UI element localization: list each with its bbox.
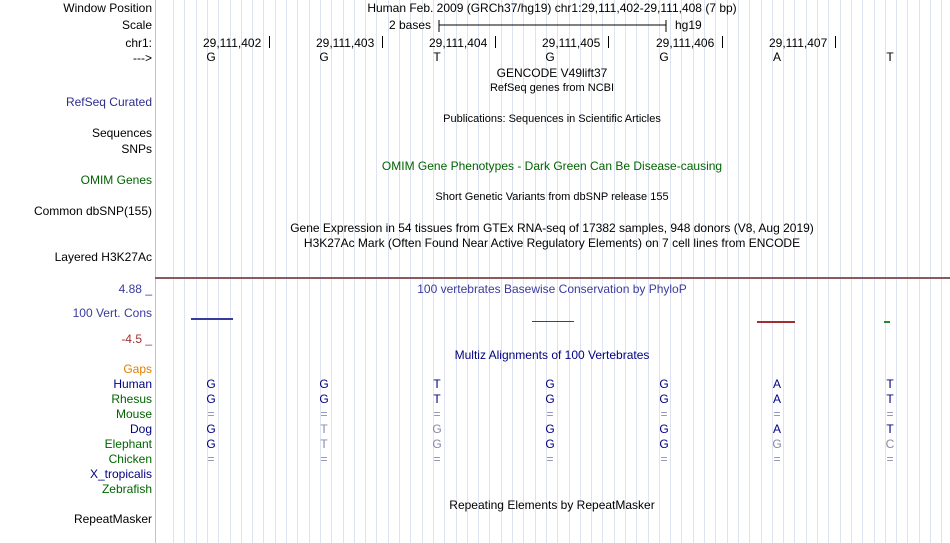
aligned-base: G (659, 437, 669, 451)
species-label-x-tropicalis[interactable]: X_tropicalis (89, 467, 152, 481)
layered-h3k27ac-label[interactable]: Layered H3K27Ac (54, 250, 152, 264)
scale-bar (438, 17, 670, 33)
ruler-tick (722, 36, 723, 48)
gridline (670, 0, 671, 543)
ruler-tick (269, 36, 270, 48)
gridline (648, 0, 649, 543)
aligned-base: = (886, 452, 894, 466)
gridline (444, 0, 445, 543)
reference-base: T (433, 50, 441, 64)
gridline (874, 0, 875, 543)
ruler-position-label: 29,111,402 (203, 36, 262, 50)
species-label-rhesus[interactable]: Rhesus (111, 392, 152, 406)
gridline (636, 0, 637, 543)
species-label-human[interactable]: Human (113, 377, 152, 391)
ruler-tick (382, 36, 383, 48)
cons-score-bar (191, 318, 233, 320)
scale-value: 2 bases (389, 18, 432, 32)
aligned-base: G (659, 377, 669, 391)
gridline (309, 0, 310, 543)
aligned-base: = (207, 407, 215, 421)
gridline (704, 0, 705, 543)
aligned-base: G (545, 392, 555, 406)
sequences-label[interactable]: Sequences (91, 126, 152, 140)
gridline (422, 0, 423, 543)
reference-base: T (886, 50, 894, 64)
gridline (196, 0, 197, 543)
species-label-elephant[interactable]: Elephant (104, 437, 152, 451)
gridline (275, 0, 276, 543)
strand-label[interactable]: ---> (133, 51, 152, 65)
aligned-base: = (433, 452, 441, 466)
repeatmasker-label[interactable]: RepeatMasker (73, 512, 152, 526)
reference-base: G (319, 50, 329, 64)
ruler-tick (495, 36, 496, 48)
cons-score-bar (532, 321, 574, 322)
h3k27ac-track-title[interactable]: H3K27Ac Mark (Often Found Near Active Regulatory Elements) on 7 cell lines from ENCODE (303, 236, 801, 250)
cons-score-bar (757, 321, 795, 323)
vert-cons-label[interactable]: 100 Vert. Cons (72, 306, 152, 320)
snps-label[interactable]: SNPs (121, 142, 152, 156)
aligned-base: G (545, 437, 555, 451)
gridline (286, 0, 287, 543)
reference-base: A (772, 50, 782, 64)
ruler-tick (835, 36, 836, 48)
ruler-tick (608, 36, 609, 48)
gridline (241, 0, 242, 543)
aligned-base: G (545, 422, 555, 436)
label-column-separator (155, 0, 156, 543)
aligned-base: = (546, 452, 554, 466)
gridline (749, 0, 750, 543)
aligned-base: = (320, 407, 328, 421)
species-label-mouse[interactable]: Mouse (115, 407, 152, 421)
aligned-base: = (886, 407, 894, 421)
gridline (727, 0, 728, 543)
refseq-curated-label[interactable]: RefSeq Curated (65, 95, 152, 109)
gridline (388, 0, 389, 543)
scale-label: Scale (121, 18, 152, 32)
track-group-divider (155, 277, 950, 279)
gridline (817, 0, 818, 543)
gridline (410, 0, 411, 543)
scale-assembly: hg19 (675, 18, 702, 32)
aligned-base: = (773, 452, 781, 466)
gridline (761, 0, 762, 543)
gencode-track-title[interactable]: GENCODE V49lift37 (496, 66, 608, 80)
gridline (625, 0, 626, 543)
aligned-base: G (432, 437, 442, 451)
aligned-base: C (885, 437, 895, 451)
aligned-base: G (206, 422, 216, 436)
gridline (478, 0, 479, 543)
gridline (941, 0, 942, 543)
aligned-base: A (772, 377, 782, 391)
gridline (896, 0, 897, 543)
gridline (907, 0, 908, 543)
gridline (783, 0, 784, 543)
gridline (297, 0, 298, 543)
aligned-base: = (660, 452, 668, 466)
gtex-track-title[interactable]: Gene Expression in 54 tissues from GTEx RNA-seq of 17382 samples, 948 donors (V8, Aug 2019) (290, 221, 814, 235)
gridline (263, 0, 264, 543)
gridline (840, 0, 841, 543)
reference-base: G (659, 50, 669, 64)
publications-track-title[interactable]: Publications: Sequences in Scientific Articles (443, 113, 661, 125)
aligned-base: G (545, 377, 555, 391)
gridline (681, 0, 682, 543)
aligned-base: = (546, 407, 554, 421)
gridline (614, 0, 615, 543)
gridline (693, 0, 694, 543)
gridline (828, 0, 829, 543)
omim-genes-label[interactable]: OMIM Genes (80, 173, 152, 187)
gridline (230, 0, 231, 543)
ruler-position-label: 29,111,403 (316, 36, 375, 50)
aligned-base: = (773, 407, 781, 421)
species-label-zebrafish[interactable]: Zebrafish (101, 482, 152, 496)
aligned-base: A (772, 422, 782, 436)
aligned-base: T (433, 392, 441, 406)
gridline (252, 0, 253, 543)
gridline (456, 0, 457, 543)
omim-track-title[interactable]: OMIM Gene Phenotypes - Dark Green Can Be Disease-causing (381, 159, 723, 173)
ruler-position-label: 29,111,404 (429, 36, 488, 50)
gridline (173, 0, 174, 543)
multiz-track-title[interactable]: Multiz Alignments of 100 Vertebrates (454, 348, 650, 362)
gridline (399, 0, 400, 543)
gridline (738, 0, 739, 543)
aligned-base: G (772, 437, 782, 451)
aligned-base: G (206, 392, 216, 406)
repeatmasker-track-title[interactable]: Repeating Elements by RepeatMasker (449, 498, 655, 512)
cons-max-value: 4.88 _ (118, 282, 152, 296)
aligned-base: = (433, 407, 441, 421)
species-label-chicken[interactable]: Chicken (108, 452, 152, 466)
aligned-base: G (319, 392, 329, 406)
reference-base: G (545, 50, 555, 64)
gridline (467, 0, 468, 543)
cons-min-value: -4.5 _ (121, 332, 152, 346)
gridline (794, 0, 795, 543)
gridline (354, 0, 355, 543)
common-dbsnp-label[interactable]: Common dbSNP(155) (33, 204, 152, 218)
aligned-base: T (320, 422, 328, 436)
gridline (919, 0, 920, 543)
ruler-position-label: 29,111,407 (769, 36, 828, 50)
aligned-base: G (432, 422, 442, 436)
gridline (376, 0, 377, 543)
ruler-position-label: 29,111,405 (542, 36, 601, 50)
aligned-base: G (206, 437, 216, 451)
gridline (715, 0, 716, 543)
aligned-base: = (660, 407, 668, 421)
aligned-base: G (659, 422, 669, 436)
aligned-base: T (433, 377, 441, 391)
aligned-base: = (320, 452, 328, 466)
species-label-dog[interactable]: Dog (129, 422, 152, 436)
window-position-value[interactable]: Human Feb. 2009 (GRCh37/hg19) chr1:29,111,402-29,111,408 (7 bp) (367, 1, 737, 15)
aligned-base: T (320, 437, 328, 451)
gridline (218, 0, 219, 543)
aligned-base: T (886, 377, 894, 391)
gridline (806, 0, 807, 543)
gridline (851, 0, 852, 543)
aligned-base: A (772, 392, 782, 406)
conservation-track-title[interactable]: 100 vertebrates Basewise Conservation by PhyloP (417, 282, 687, 296)
gridline (930, 0, 931, 543)
gridline (365, 0, 366, 543)
aligned-base: T (886, 392, 894, 406)
dbsnp-track-title[interactable]: Short Genetic Variants from dbSNP release 155 (435, 191, 669, 203)
aligned-base: G (659, 392, 669, 406)
cons-score-bar (884, 321, 890, 323)
chrom-label: chr1: (125, 36, 152, 50)
aligned-base: = (207, 452, 215, 466)
aligned-base: T (886, 422, 894, 436)
aligned-base: G (206, 377, 216, 391)
refseq-track-subtitle[interactable]: RefSeq genes from NCBI (489, 82, 615, 94)
aligned-base: G (319, 377, 329, 391)
gridline (331, 0, 332, 543)
gridline (343, 0, 344, 543)
ruler-position-label: 29,111,406 (656, 36, 715, 50)
gridline (184, 0, 185, 543)
window-position-label: Window Position (63, 1, 152, 15)
reference-base: G (206, 50, 216, 64)
gridline (862, 0, 863, 543)
gaps-label[interactable]: Gaps (123, 362, 152, 376)
